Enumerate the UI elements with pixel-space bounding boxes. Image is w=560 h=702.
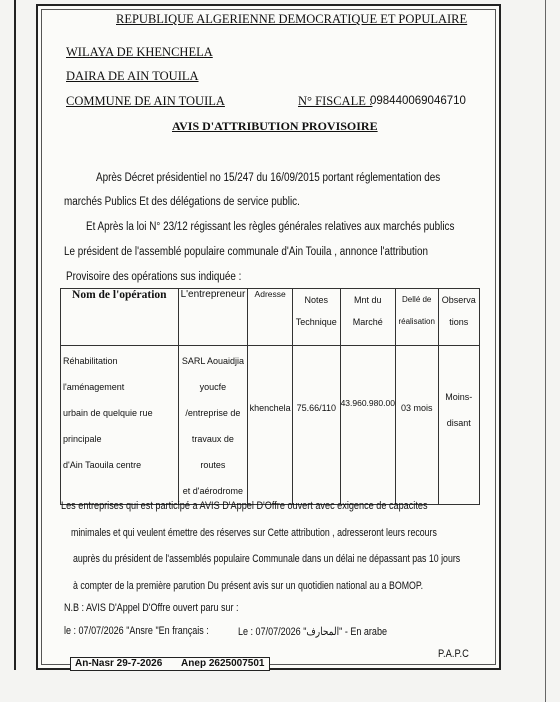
adjacent-page-edge-right	[545, 0, 560, 702]
cell-adresse: khenchela	[248, 346, 293, 505]
intro-line-2: marchés Publics Et des délégations de service public.	[64, 196, 300, 208]
cell-operation: Réhabilitation l'aménagement urbain de quelquie rue principale d'Ain Taouila centre	[61, 346, 179, 505]
closing-line-1: Les entreprises qui est participé a AVIS D'Appel D'Offre ouvert avec exigence de capacites	[61, 500, 428, 512]
cell-delai: 03 mois	[395, 346, 438, 505]
cell-observations: Moins- disant	[438, 346, 480, 505]
closing-line-4: à compter de la première parution Du présent avis sur un quotidien national au a BOMOP.	[73, 580, 424, 592]
footer-source: An-Nasr 29-7-2026	[75, 658, 163, 669]
notice-title: AVIS D'ATTRIBUTION PROVISOIRE	[172, 119, 378, 133]
footer-anep: Anep 2625007501	[181, 658, 265, 669]
commune-line: COMMUNE DE AIN TOUILA	[66, 94, 225, 108]
closing-line-2: minimales et qui veulent émettre des réserves sur Cette attribution , adresseront leurs recours	[71, 527, 437, 539]
intro-line-3: Et Après la loi N° 23/12 régissant les règles générales relatives aux marchés publics	[86, 221, 455, 233]
table-row	[61, 346, 480, 505]
fiscal-label: N° FISCALE :	[298, 94, 373, 108]
signature: P.A.P.C	[438, 648, 469, 660]
intro-line-4: Le président de l'assemblé populaire communale d'Ain Touila , annonce l'attribution	[64, 246, 428, 258]
cell-montant: 43.960.980.00	[340, 346, 395, 505]
intro-line-1: Après Décret présidentiel no 15/247 du 16/09/2015 portant réglementation des	[96, 172, 441, 184]
footer-source-box	[70, 657, 270, 671]
header-notes: Notes Technique	[293, 289, 341, 346]
header-entrepreneur: L'entrepreneur	[178, 289, 248, 346]
cell-entrepreneur: SARL Aouaidjia youcfe /entreprise de travaux de routes et d'aérodrome	[178, 346, 248, 505]
header-observations: Observa tions	[438, 289, 480, 346]
republic-heading: REPUBLIQUE ALGERIENNE DEMOCRATIQUE ET POPULAIRE	[116, 12, 468, 26]
closing-line-3: auprès du président de l'assemblés populaire Communale dans un délai ne dépassant pas 10 jours	[73, 553, 461, 565]
intro-line-5: Provisoire des opérations sus indiquée :	[66, 271, 242, 283]
nb-line: N.B : AVIS D'Appel D'Offre ouvert paru sur :	[64, 602, 239, 614]
publication-arabic: Le : 07/07/2026 "المحارف" - En arabe	[238, 626, 387, 638]
attribution-table	[60, 288, 480, 505]
table-header-row	[61, 289, 480, 346]
adjacent-page-edge-left	[0, 0, 16, 670]
header-adresse: Adresse	[248, 289, 293, 346]
header-operation: Nom de l'opération	[61, 289, 179, 346]
header-montant: Mnt du Marché	[340, 289, 395, 346]
daira-line: DAIRA DE AIN TOUILA	[66, 69, 199, 83]
cell-notes: 75.66/110	[293, 346, 341, 505]
publication-french: le : 07/07/2026 "Ansre "En français :	[64, 625, 209, 637]
header-delai: Dellé de réalisation	[395, 289, 438, 346]
fiscal-number: 098440069046710	[370, 95, 466, 107]
wilaya-line: WILAYA DE KHENCHELA	[66, 45, 213, 59]
